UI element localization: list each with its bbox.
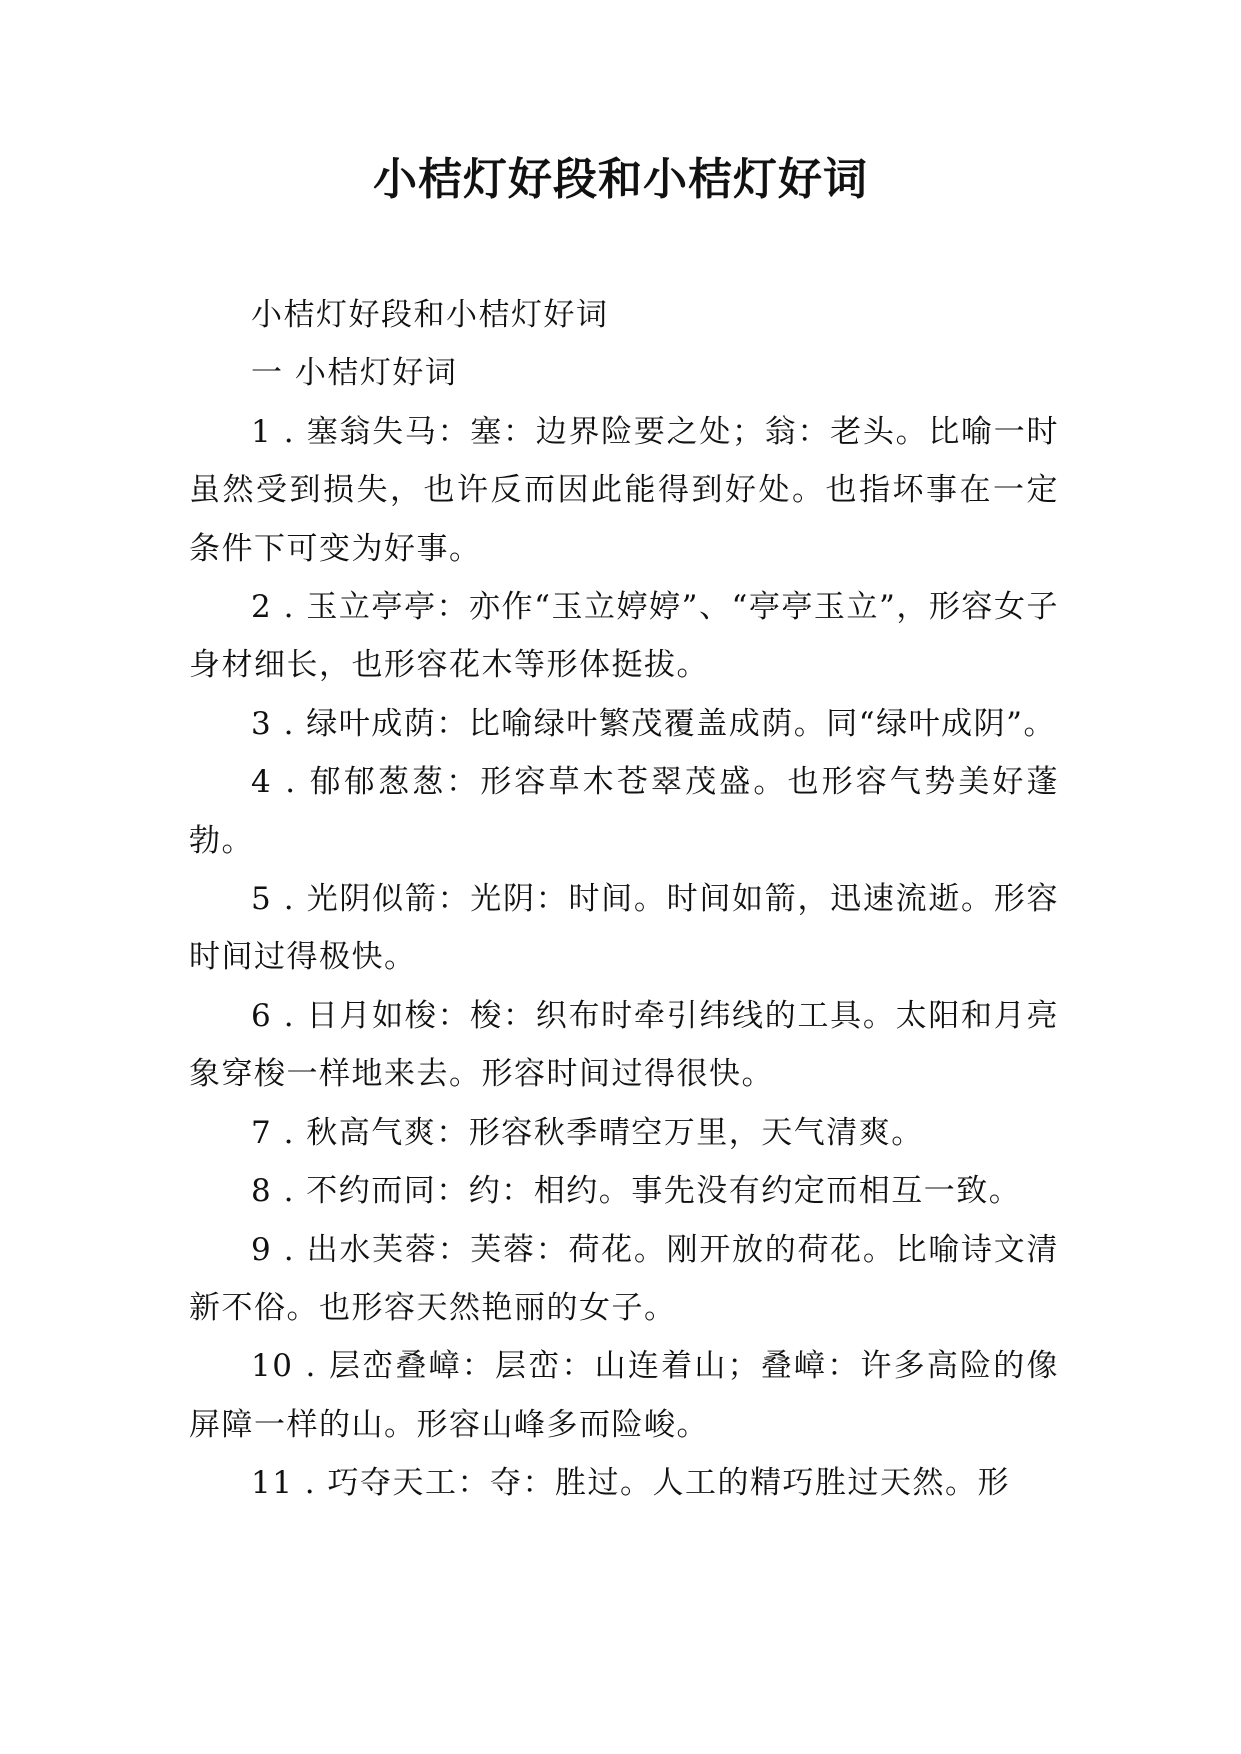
idiom-entry-11: 11 . 巧夺天工：夺：胜过。人工的精巧胜过天然。形: [251, 1465, 1011, 1502]
idiom-entry-9: 9 . 出水芙蓉：芙蓉：荷花。刚开放的荷花。比喻诗文清新不俗。也形容天然艳丽的女子。: [189, 1231, 1059, 1326]
section-heading: 一 小桔灯好词: [251, 355, 458, 392]
paragraph-subtitle: 小桔灯好段和小桔灯好词: [251, 297, 609, 333]
idiom-entry-2: 2 . 玉立亭亭：亦作“玉立婷婷”、“亭亭玉立”，形容女子身材细长，也形容花木等形体挺拔。: [189, 589, 1059, 684]
idiom-entry-10: 10 . 层峦叠嶂：层峦：山连着山；叠嶂：许多高险的像屏障一样的山。形容山峰多而险峻。: [189, 1348, 1059, 1443]
idiom-entry-8: 8 . 不约而同：约：相约。事先没有约定而相互一致。: [251, 1173, 1022, 1210]
idiom-entry-3: 3 . 绿叶成荫：比喻绿叶繁茂覆盖成荫。同“绿叶成阴”。: [251, 705, 1056, 742]
idiom-entry-1: 1 . 塞翁失马：塞：边界险要之处；翁：老头。比喻一时虽然受到损失，也许反而因此能得到好处。也指坏事在一定条件下可变为好事。: [189, 413, 1059, 567]
idiom-entry-5: 5 . 光阴似箭：光阴：时间。时间如箭，迅速流逝。形容时间过得极快。: [189, 881, 1059, 976]
document-body: [189, 286, 1059, 1513]
document-title: 小桔灯好段和小桔灯好词: [373, 154, 868, 205]
idiom-entry-7: 7 . 秋高气爽：形容秋季晴空万里，天气清爽。: [251, 1114, 924, 1151]
idiom-entry-4: 4 . 郁郁葱葱：形容草木苍翠茂盛。也形容气势美好蓬勃。: [189, 764, 1059, 859]
idiom-entry-6: 6 . 日月如梭：梭：织布时牵引纬线的工具。太阳和月亮象穿梭一样地来去。形容时间过得很快。: [189, 997, 1059, 1093]
